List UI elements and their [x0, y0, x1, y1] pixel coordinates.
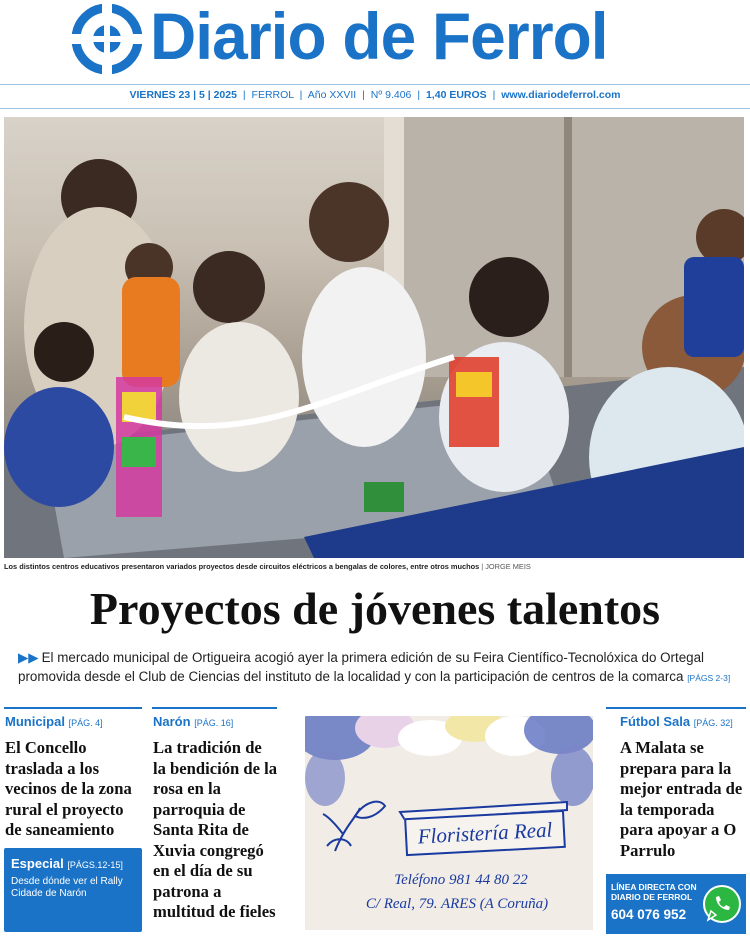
ad-business-name: Floristería Real — [404, 810, 566, 856]
ad-address: C/ Real, 79. ARES (A Coruña) — [365, 896, 549, 912]
masthead-rule-bottom — [0, 108, 750, 109]
diario-logo-icon — [72, 4, 142, 74]
story-naron[interactable]: La tradición de la bendición de la rosa en la parroquia de Santa Rita de Xuvia congregó en el día de su patrona a multitud de fieles — [153, 738, 278, 921]
especial-label: Especial — [11, 856, 64, 871]
especial-box[interactable] — [4, 848, 142, 932]
story-municipal[interactable]: El Concello traslada a los vecinos de la zona rural el proyecto de saneamiento — [5, 738, 132, 839]
issue-date: VIERNES 23 | 5 | 2025 — [129, 89, 237, 101]
lead-photo — [4, 117, 744, 558]
whatsapp-icon — [702, 884, 742, 924]
caption-text: Los distintos centros educativos presentaron variados proyectos desde circuitos eléctricos a bengalas de colores, entre otros muchos — [4, 562, 480, 571]
floristeria-ad[interactable] — [305, 716, 593, 930]
hotline-label: LÍNEA DIRECTA CON DIARIO DE FERROL — [611, 882, 697, 902]
photo-credit: | JORGE MEIS — [481, 562, 531, 571]
section-page-ref: [PÁG. 4] — [68, 718, 103, 728]
section-page-ref: [PÁG. 16] — [194, 718, 234, 728]
main-lede — [18, 648, 744, 688]
column-rule — [152, 707, 277, 709]
hotline-number: 604 076 952 — [611, 907, 687, 922]
lede-page-ref: [PÁGS 2-3] — [687, 673, 731, 683]
issue-price: 1,40 EUROS — [425, 89, 487, 101]
double-arrow-icon: ▶▶ — [18, 650, 39, 665]
photo-illustration — [4, 117, 744, 558]
section-municipal — [5, 714, 103, 729]
masthead-title: Diario de Ferrol — [150, 0, 608, 73]
section-futbol-sala — [620, 714, 733, 729]
column-rule — [606, 707, 746, 709]
issue-number: Nº 9.406 — [370, 89, 412, 101]
section-naron — [153, 714, 233, 729]
especial-desc: Desde dónde ver el Rally Cidade de Narón — [11, 876, 123, 899]
especial-title — [11, 856, 123, 871]
hotline-box[interactable] — [606, 874, 746, 934]
lede-text: El mercado municipal de Ortigueira acogió ayer la primera edición de su Feira Científico-Tecnolóxica do Ortegal promovida desde el Club de Ciencias del instituto de la localidad y con la participación de centros de la comarca — [18, 650, 705, 684]
section-label: Municipal — [5, 714, 65, 729]
section-label: Narón — [153, 714, 191, 729]
ad-phone: Teléfono 981 44 80 22 — [394, 872, 528, 888]
masthead-rule-top — [0, 84, 750, 85]
section-label: Fútbol Sala — [620, 714, 691, 729]
especial-page-ref: [PÁGS.12-15] — [67, 860, 123, 870]
story-futbol-sala[interactable]: A Malata se prepara para la mejor entrada de la temporada para apoyar a O Parrulo — [620, 738, 743, 860]
issue-year: Año XXVII — [307, 89, 357, 101]
website-link[interactable]: www.diariodeferrol.com — [501, 89, 621, 101]
section-page-ref: [PÁG. 32] — [693, 718, 733, 728]
dateline: VIERNES 23 | 5 | 2025 | FERROL | Año XXVII | Nº 9.406 | 1,40 EUROS | www.diariodeferrol.com — [129, 89, 621, 101]
column-rule — [4, 707, 142, 709]
main-headline[interactable]: Proyectos de jóvenes talentos — [89, 583, 661, 634]
photo-caption — [4, 562, 744, 571]
issue-city: FERROL — [251, 89, 294, 101]
